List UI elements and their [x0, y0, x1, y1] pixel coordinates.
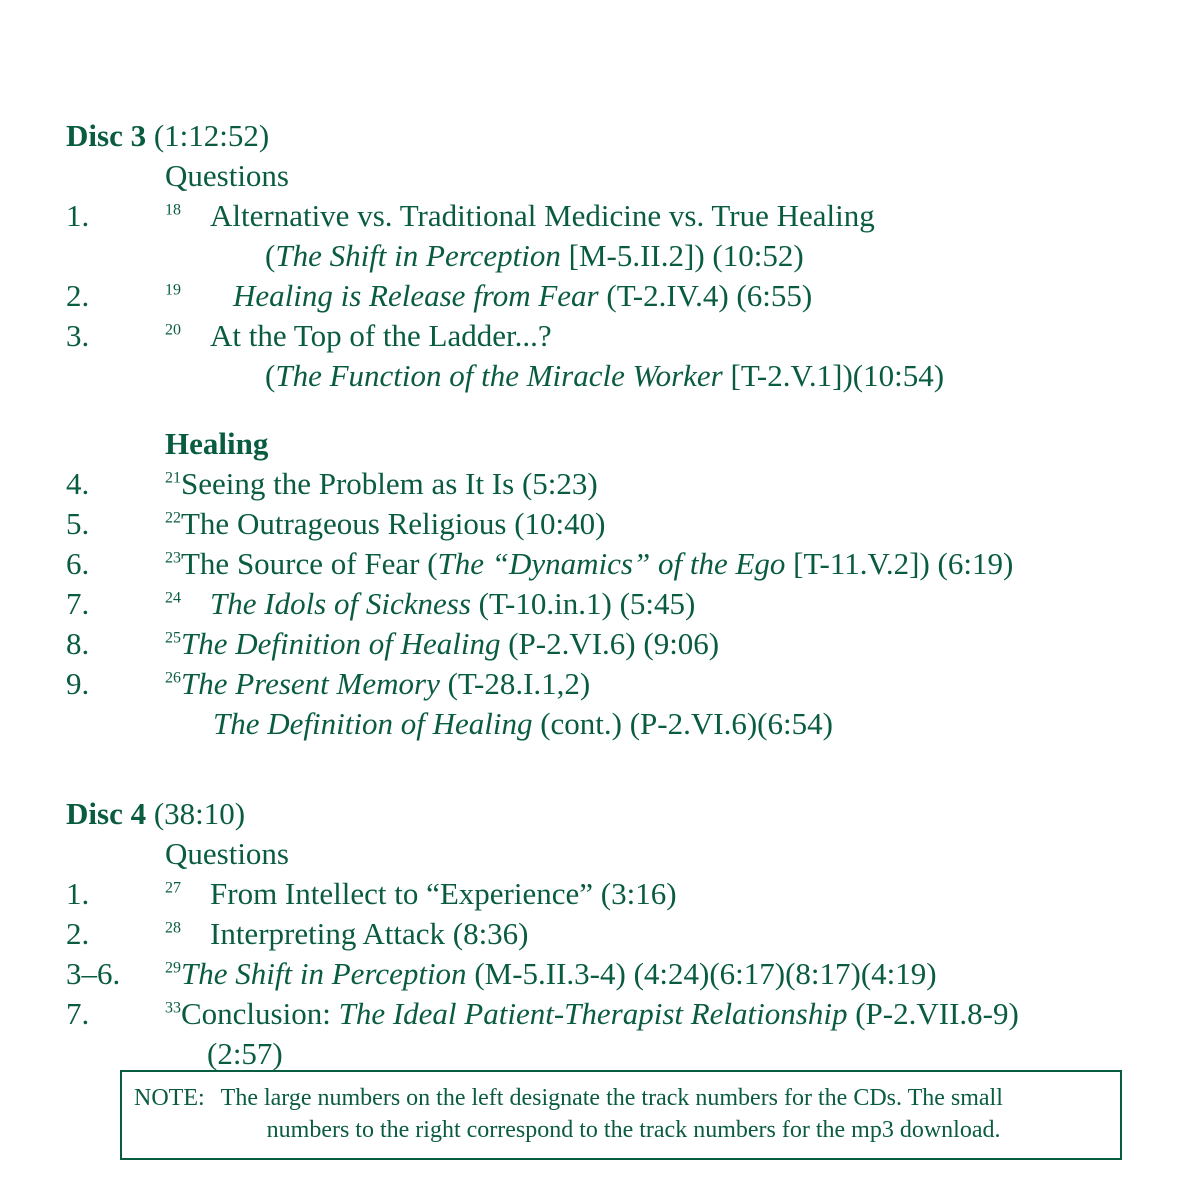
- mp3-track-number: 29: [165, 959, 181, 977]
- mp3-track-number: 26: [165, 669, 181, 687]
- paren-open: (: [419, 546, 438, 581]
- track-title: Seeing the Problem as It Is: [181, 466, 515, 501]
- note-line-2: numbers to the right correspond to the track numbers for the mp3 download.: [266, 1117, 1001, 1143]
- cd-track-number: 7.: [66, 586, 90, 621]
- track-body: [165, 584, 1198, 624]
- track-reference-code: (cont.) (P-2.VI.6)(6:54): [532, 706, 833, 741]
- track-reference-title: The “Dynamics” of the Ego: [437, 546, 786, 581]
- note-label: NOTE:: [134, 1085, 205, 1111]
- mp3-track-number: 24: [165, 589, 181, 607]
- track-body: [165, 196, 1198, 236]
- mp3-track-number: 33: [165, 999, 181, 1017]
- disc-duration: (38:10): [153, 796, 246, 831]
- track-body: [165, 954, 1198, 994]
- track-reference-code: (T-2.IV.4) (6:55): [598, 278, 813, 313]
- mp3-track-number: 28: [165, 919, 181, 937]
- track-reference-code: (T-28.I.1,2): [439, 666, 591, 701]
- paren-open: (: [265, 358, 276, 393]
- track-body: [165, 914, 1198, 954]
- section-heading-questions: Questions: [165, 836, 289, 871]
- track-title: At the Top of the Ladder...?: [210, 318, 552, 353]
- track-reference-code: [T-11.V.2]) (6:19): [785, 546, 1014, 581]
- cd-track-number: 8.: [66, 626, 90, 661]
- track-continuation-line: (2:57): [207, 1036, 283, 1071]
- track-body: [165, 994, 1198, 1034]
- track-reference-code: (10:40): [506, 506, 606, 541]
- paren-open: (: [265, 238, 276, 273]
- table-row: [0, 994, 1198, 1034]
- cd-track-number: 1.: [66, 198, 90, 233]
- track-body: [165, 276, 1198, 316]
- track-reference-code: [M-5.II.2]) (10:52): [560, 238, 804, 273]
- track-body: [165, 544, 1198, 584]
- track-title: From Intellect to “Experience”: [210, 876, 594, 911]
- cd-track-number: 7.: [66, 996, 90, 1031]
- cd-track-number: 2.: [66, 278, 90, 313]
- disc-title-row: [0, 794, 1198, 834]
- table-row: [0, 544, 1198, 584]
- mp3-track-number: 19: [165, 281, 181, 299]
- track-body: [165, 316, 1198, 356]
- track-continuation-line: [0, 704, 1198, 744]
- section-spacer: [0, 396, 1198, 424]
- cd-track-number: 3–6.: [66, 956, 121, 991]
- track-reference-code: (P-2.VI.6) (9:06): [500, 626, 720, 661]
- mp3-track-number: 18: [165, 201, 181, 219]
- disc-duration: (1:12:52): [153, 118, 270, 153]
- track-reference-title: The Function of the Miracle Worker: [275, 358, 723, 393]
- track-title: Interpreting Attack: [210, 916, 445, 951]
- note-line-1: The large numbers on the left designate the track numbers for the CDs. The small: [220, 1085, 1003, 1111]
- track-title: The Idols of Sickness: [210, 586, 471, 621]
- cd-track-number: 6.: [66, 546, 90, 581]
- track-title: Healing is Release from Fear: [233, 278, 599, 313]
- table-row: [0, 954, 1198, 994]
- track-title: The Present Memory: [181, 666, 440, 701]
- track-reference-code: (P-2.VII.8-9): [847, 996, 1019, 1031]
- disc-block-4: [0, 744, 1198, 1074]
- table-row: [0, 584, 1198, 624]
- table-row: [0, 196, 1198, 236]
- track-body: [165, 664, 1198, 704]
- table-row: [0, 914, 1198, 954]
- track-title: The Definition of Healing: [181, 626, 501, 661]
- mp3-track-number: 21: [165, 469, 181, 487]
- table-row: [0, 624, 1198, 664]
- mp3-track-number: 22: [165, 509, 181, 527]
- track-title: The Source of Fear: [181, 546, 420, 581]
- mp3-track-number: 20: [165, 321, 181, 339]
- cd-track-number: 5.: [66, 506, 90, 541]
- track-continuation-line: [0, 356, 1198, 396]
- track-reference-title: The Shift in Perception: [275, 238, 561, 273]
- track-body: [165, 624, 1198, 664]
- track-reference-code: (3:16): [593, 876, 677, 911]
- mp3-track-number: 27: [165, 879, 181, 897]
- disc-label: Disc 3: [66, 118, 147, 153]
- track-reference-code: (8:36): [445, 916, 529, 951]
- cd-track-number: 1.: [66, 876, 90, 911]
- table-row: [0, 504, 1198, 544]
- track-reference-title: The Ideal Patient-Therapist Relationship: [338, 996, 848, 1031]
- cd-track-number: 3.: [66, 318, 90, 353]
- track-title: Alternative vs. Traditional Medicine vs. True Healing: [210, 198, 875, 233]
- track-body: [165, 464, 1198, 504]
- track-title: Conclusion:: [181, 996, 339, 1031]
- track-body: [165, 504, 1198, 544]
- disc-label: Disc 4: [66, 796, 147, 831]
- note-text: [221, 1082, 1108, 1146]
- table-row: [0, 316, 1198, 356]
- section-heading-healing: Healing: [165, 426, 269, 461]
- track-reference-code: (T-10.in.1) (5:45): [470, 586, 696, 621]
- track-title: The Outrageous Religious: [181, 506, 507, 541]
- mp3-track-number: 25: [165, 629, 181, 647]
- track-reference-code: (5:23): [514, 466, 598, 501]
- track-body: [165, 874, 1198, 914]
- track-reference-code: [T-2.V.1])(10:54): [722, 358, 945, 393]
- cd-track-number: 4.: [66, 466, 90, 501]
- track-reference-title: The Definition of Healing: [213, 706, 533, 741]
- cd-track-number: 9.: [66, 666, 90, 701]
- table-row: [0, 874, 1198, 914]
- table-row: [0, 664, 1198, 704]
- cd-track-number: 2.: [66, 916, 90, 951]
- track-title: The Shift in Perception: [181, 956, 467, 991]
- section-heading-questions: Questions: [165, 158, 289, 193]
- track-continuation-line: [0, 236, 1198, 276]
- note-box: [120, 1070, 1122, 1160]
- table-row: [0, 464, 1198, 504]
- table-row: [0, 276, 1198, 316]
- disc-title-row: [0, 116, 1198, 156]
- mp3-track-number: 23: [165, 549, 181, 567]
- track-reference-code: (M-5.II.3-4) (4:24)(6:17)(8:17)(4:19): [466, 956, 937, 991]
